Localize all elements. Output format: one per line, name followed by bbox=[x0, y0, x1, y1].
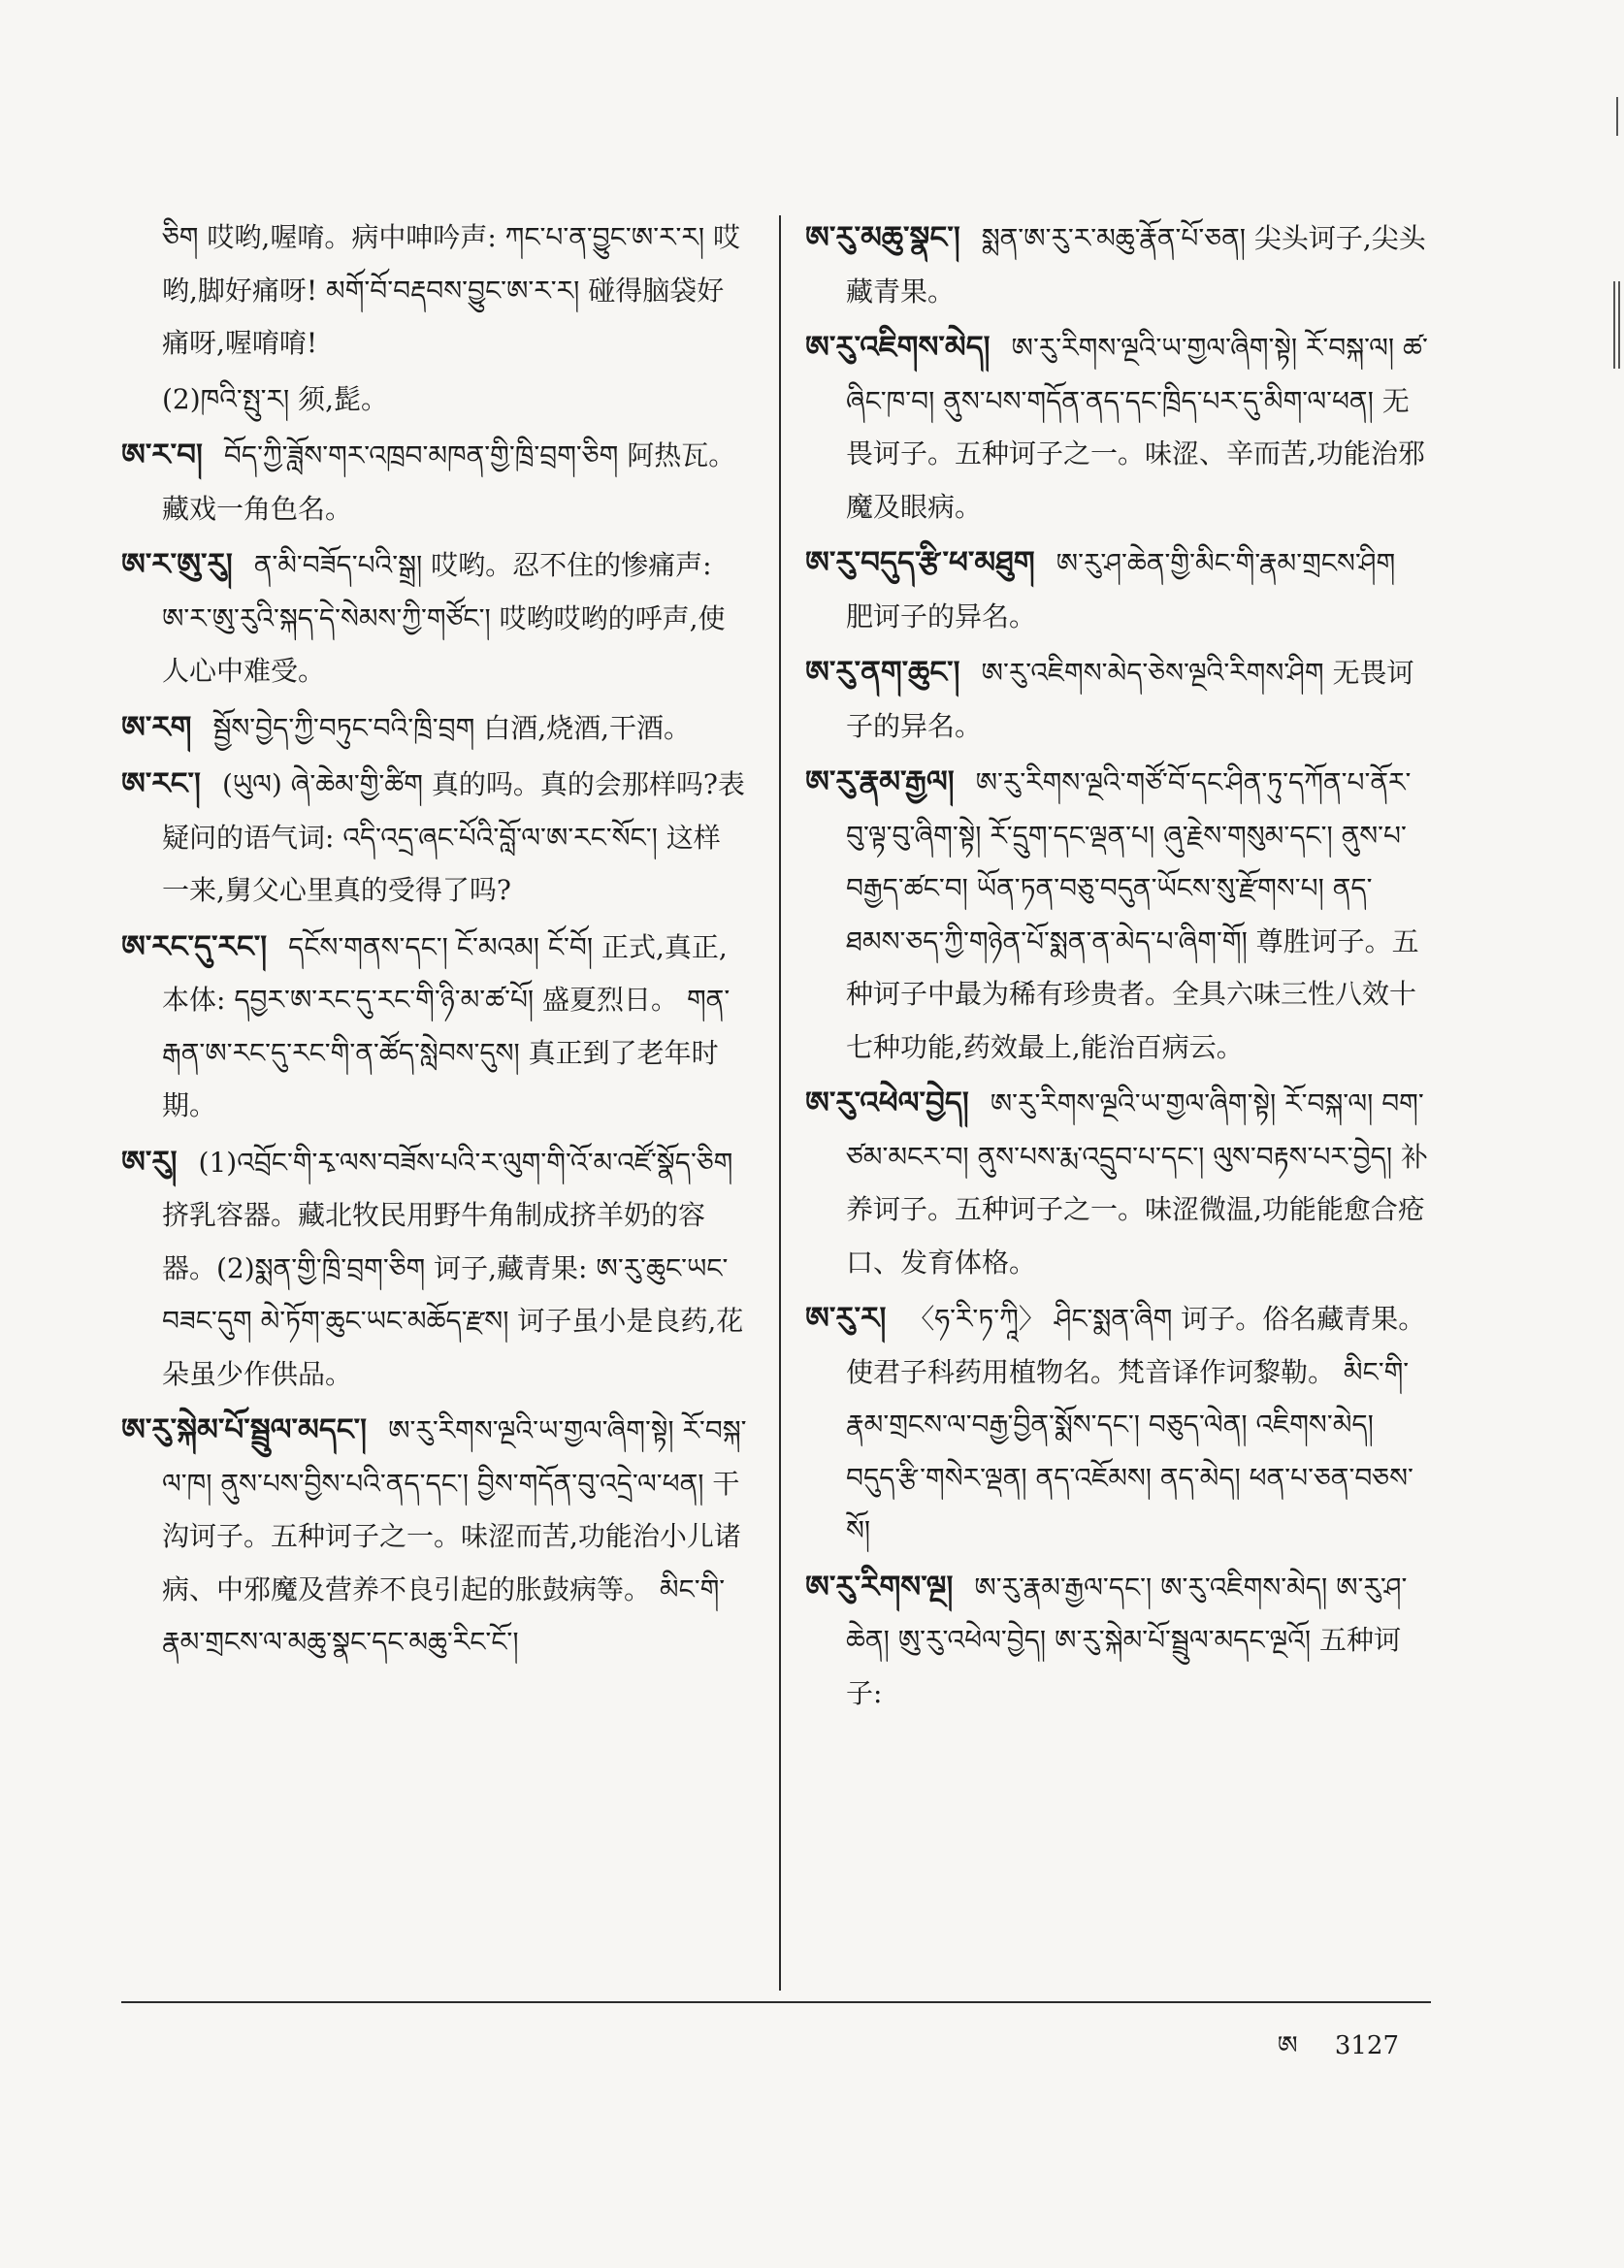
entry-definition: དངོས་གནས་དང་། ངོ་མའམ། ངོ་བོ། 正式,真正,本体: དབྱར་ཨ་རང་དུ་རང་གི་ཉི་མ་ཚ་པོ། 盛夏烈日。 གན་རྒན་ཨ་རང་དུ་རང་གི་ན་ཚོད་སླེབས་དུས། 真正到了老年时期。 bbox=[162, 930, 731, 1121]
column-divider bbox=[779, 215, 781, 1991]
entry-headword: ཨ་རང་དུ་རང་། bbox=[121, 928, 268, 964]
entry-headword: ཨ་རུ་འཇིགས་མེད། bbox=[805, 330, 991, 365]
entry-definition: སྨན་ཨ་རུ་ར་མཆུ་རྣོན་པོ་ཅན། 尖头诃子,尖头藏青果。 bbox=[846, 222, 1426, 308]
entry-headword: ཨ་རང་། bbox=[121, 766, 201, 801]
dictionary-entry bbox=[121, 701, 747, 756]
entry-headword: ཨ་རུ་བདུད་རྩི་ཕ་མཐུག bbox=[805, 545, 1035, 580]
entry-headword: ཨ་རུ་ནག་ཆུང་། bbox=[805, 655, 960, 690]
entry-headword: ཨ་རུ་འཕེལ་བྱེད། bbox=[805, 1085, 969, 1120]
entry-definition: ཨ་རུ་རིགས་ལྔའི་ཡ་གྱལ་ཞིག་སྟེ། རོ་བསྐ་ལ། བག་ཙམ་མངར་བ། ནུས་པས་རྨ་འདྲུབ་པ་དང་། ལུས་བརྟས་པར་བྱེད། 补养诃子。五种诃子之一。味涩微温,功能能愈合疮口、发育体格。 bbox=[846, 1087, 1428, 1279]
entry-headword: ཨ་རུ་ར། bbox=[805, 1301, 887, 1336]
dictionary-entry bbox=[121, 538, 747, 698]
entry-definition: (ཡུལ) ཞེ་ཆེམ་གྱི་ཚིག 真的吗。真的会那样吗?表疑问的语气词: འདི་འདྲ་ཞང་པོའི་བློ་ལ་ཨ་རང་སོང་། 这样一来,舅父心里真的受得了吗? bbox=[162, 768, 745, 906]
entry-definition: ཨ་རུ་རིགས་ལྔའི་ཡ་གྱལ་ཞིག་སྟེ། རོ་བསྐ་ལ། ཚ་ཞིང་ཁ་བ། ནུས་པས་གདོན་ནད་དང་ཁྲིད་པར་དུ་མིག་ལ་ཕན། 无畏诃子。五种诃子之一。味涩、辛而苦,功能治邪魔及眼病。 bbox=[846, 332, 1428, 523]
left-column bbox=[121, 211, 747, 1672]
page-number: 3127 bbox=[1334, 2031, 1399, 2060]
dictionary-entry bbox=[805, 536, 1431, 643]
entry-definition: སྦྱོས་བྱེད་ཀྱི་བཏུང་བའི་ཁྲི་བྲག 白酒,烧酒,干酒。 bbox=[212, 711, 691, 744]
entry-headword: ཨ་ར་ཨུ་རུ། bbox=[121, 547, 233, 582]
dictionary-entry bbox=[121, 758, 747, 918]
footer-letter: ཨ bbox=[1277, 2031, 1298, 2060]
dictionary-entry bbox=[121, 1404, 747, 1669]
entry-headword: ཨ་ར་བ། bbox=[121, 437, 203, 472]
entry-definition: ཅིག 哎哟,喔唷。病中呻吟声: ཀང་པ་ན་བྱུང་ཨ་ར་ར། 哎哟,脚好痛呀! མགོ་བོ་བརྡབས་བྱུང་ཨ་ར་ར། 碰得脑袋好痛呀,喔唷唷! bbox=[162, 221, 740, 359]
dictionary-entry bbox=[121, 1136, 747, 1402]
dictionary-entry bbox=[805, 1292, 1431, 1558]
dictionary-entry bbox=[121, 429, 747, 535]
bottom-rule bbox=[121, 2001, 1431, 2003]
scan-edge-marks bbox=[1595, 87, 1624, 475]
entry-definition: (1)འབྲོང་གི་རྭ་ལས་བཟོས་པའི་ར་ལུག་གི་འོ་མ་འཛོ་སྣོད་ཅིག 挤乳容器。藏北牧民用野牛角制成挤羊奶的容器。(2)སྨན་གྱི་ཁྲི་བྲག་ཅིག 诃子,藏青果: ཨ་རུ་ཆུང་ཡང་བཟང་དུག མེ་ཏོག་ཆུང་ཡང་མཆོད་རྫས། 诃子虽小是良药,花朵虽少作供品。 bbox=[162, 1146, 744, 1390]
dictionary-entry bbox=[805, 646, 1431, 753]
entry-headword: ཨ་རུ། bbox=[121, 1144, 178, 1180]
dictionary-entry bbox=[162, 373, 747, 427]
dictionary-entry bbox=[162, 211, 747, 371]
entry-definition: ཨ་རུ་འཇིགས་མེད་ཅེས་ལྔའི་རིགས་ཤིག 无畏诃子的异名。 bbox=[846, 657, 1414, 742]
dictionary-entry bbox=[121, 921, 747, 1133]
entry-definition: ཨ་རུ་རྣམ་རྒྱལ་དང་། ཨ་རུ་འཇིགས་མེད། ཨ་རུ་ཤ་ཆེན། ཨུ་རུ་འཕེལ་བྱེད། ཨ་རུ་སྐེམ་པོ་སྦྲུལ་མདང་ལྔའོ། 五种诃子: bbox=[846, 1571, 1408, 1709]
dictionary-entry bbox=[805, 756, 1431, 1074]
dictionary-entry bbox=[805, 211, 1431, 318]
entry-definition: ཨ་རུ་རིགས་ལྔའི་ཡ་གྱལ་ཞིག་སྟེ། རོ་བསྐ་ལ་ཁ། ནུས་པས་བྱིས་པའི་ནད་དང་། བྱིས་གདོན་བུ་འདྲེ་ལ་ཕན། 干沟诃子。五种诃子之一。味涩而苦,功能治小儿诸病、中邪魔及营养不良引起的胀鼓病等。 མིང་གི་རྣམ་གྲངས་ལ་མཆུ་སྣང་དང་མཆུ་རིང་ངོ་། bbox=[162, 1414, 747, 1658]
right-column bbox=[805, 211, 1431, 1723]
entry-definition: ཨ་རུ་རིགས་ལྔའི་གཙོ་བོ་དང་ཤིན་ཏུ་དཀོན་པ་ནོར་བུ་ལྟ་བུ་ཞིག་སྟེ། རོ་དྲུག་དང་ལྡན་པ། ཞུ་རྗེས་གསུམ་དང་། ནུས་པ་བརྒྱད་ཚང་བ། ཡོན་ཏན་བཅུ་བདུན་ཡོངས་སུ་རྫོགས་པ། ནད་ཐམས་ཅད་ཀྱི་གཉེན་པོ་སྨན་ན་མེད་པ་ཞིག་གོ། 尊胜诃子。五种诃子中最为稀有珍贵者。全具六味三性八效十七种功能,药效最上,能治百病云。 bbox=[846, 766, 1419, 1063]
page-footer bbox=[1249, 2018, 1399, 2089]
entry-headword: ཨ་རུ་མཆུ་སྣང་། bbox=[805, 220, 960, 255]
entry-definition: ཨ་རུ་ཤ་ཆེན་གྱི་མིང་གི་རྣམ་གྲངས་ཤིག 肥诃子的异名。 bbox=[846, 547, 1396, 632]
dictionary-entry bbox=[805, 1077, 1431, 1289]
entry-definition: 〈ཧ་རི་ཏ་ཀཱི〉 ཤིང་སྨན་ཞིག 诃子。俗名藏青果。使君子科药用植物名。梵音译作诃黎勒。 མིང་གི་རྣམ་གྲངས་ལ་བརྒྱ་བྱིན་སྨོས་དང་། བཅུད་ལེན། འཇིགས་མེད། བདུད་རྩི་གསེར་ལྡན། ནད་འཇོམས། ནད་མེད། ཕན་པ་ཅན་བཅས་སོ། bbox=[846, 1303, 1426, 1546]
entry-definition: (2)ཁའི་སྤུ་ར། 须,髭。 bbox=[162, 382, 389, 415]
entry-headword: ཨ་རུ་སྐེམ་པོ་སྦྲུལ་མདང་། bbox=[121, 1412, 368, 1447]
entry-definition: བོད་ཀྱི་ཟློས་གར་འཁྲབ་མཁན་གྱི་ཁྲི་བྲག་ཅིག 阿热瓦。藏戏一角色名。 bbox=[162, 439, 736, 525]
entry-headword: ཨ་རུ་རིགས་ལྔ། bbox=[805, 1569, 954, 1604]
dictionary-entry bbox=[805, 321, 1431, 534]
entry-headword: ཨ་རུ་རྣམ་རྒྱལ། bbox=[805, 764, 955, 799]
entry-headword: ཨ་རག bbox=[121, 709, 192, 745]
entry-definition: ན་མི་བཟོད་པའི་སྒྲ། 哎哟。忍不住的惨痛声: ཨ་ར་ཨུ་རུའི་སྐད་དེ་སེམས་ཀྱི་གཙོང་། 哎哟哎哟的呼声,使人心中难受。 bbox=[162, 549, 726, 687]
dictionary-entry bbox=[805, 1561, 1431, 1721]
